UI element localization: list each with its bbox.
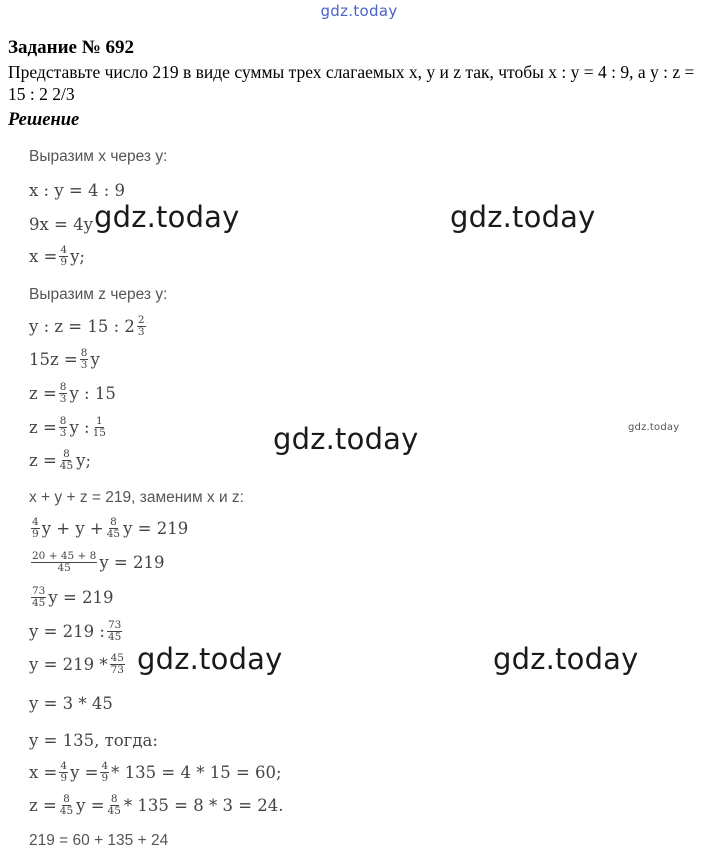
watermark: gdz.today <box>273 422 419 456</box>
fraction: 45 73 <box>110 652 124 676</box>
fraction: $\frac{8}{45}$ <box>106 516 121 540</box>
watermark: gdz.today <box>450 200 596 234</box>
solution-line: y = 3 * 45 <box>29 694 113 713</box>
solution-label: Решение <box>8 110 80 130</box>
watermark: gdz.today <box>94 200 240 234</box>
solution-line: 15z = $\frac{8}{3}$ y <box>29 347 100 371</box>
solution-line: 73 45 y = 219 <box>32 585 114 609</box>
fraction: $\frac{8}{3}$ <box>80 347 88 371</box>
fraction: $\frac{8}{3}$ <box>59 415 67 439</box>
solution-line: y = 219 : 73 45 <box>29 619 122 643</box>
solution-line: y = 219 * 45 73 <box>29 652 124 676</box>
watermark-small: gdz.today <box>628 422 680 433</box>
solution-line: z = $\frac{8}{3}$ y : 15 <box>29 381 116 405</box>
fraction: $\frac{4}{9}$ <box>60 760 68 784</box>
watermark: gdz.today <box>137 642 283 676</box>
fraction: $\frac{8}{45}$ <box>59 448 74 472</box>
solution-line: Выразим x через y: <box>29 148 168 165</box>
solution-line: z = $\frac{8}{45}$ y; <box>29 448 92 472</box>
solution-line: x : y = 4 : 9 <box>29 181 126 200</box>
solution-line: Выразим z через y: <box>29 286 168 303</box>
solution-line: y : z = 15 : 2 2 3 <box>29 314 145 338</box>
task-title: Задание № 692 <box>8 37 135 58</box>
fraction: $\frac{8}{45}$ <box>107 793 121 817</box>
fraction: $\frac{8}{45}$ <box>59 793 74 817</box>
fraction: $\frac{4}{9}$ <box>60 244 68 268</box>
fraction: $\frac{8}{3}$ <box>59 381 67 405</box>
fraction: 73 45 <box>32 585 46 609</box>
solution-line: 219 = 60 + 135 + 24 <box>29 832 169 849</box>
fraction: 4 9 <box>32 516 39 540</box>
solution-line: 20 + 45 + 8 45 y = 219 <box>32 550 165 574</box>
fraction: 2 3 <box>137 314 145 338</box>
solution-line: 9x = 4y <box>29 215 93 234</box>
task-text: Представьте число 219 в виде суммы трех слагаемых x, y и z так, чтобы x : y = 4 : 9, а y : z = 15 : 2 2/3 <box>8 62 695 104</box>
solution-line: x = $\frac{4}{9}$ y = $\frac{4}{9}$ * 135 = 4 * 15 = 60; <box>29 760 282 784</box>
solution-line: x = $\frac{4}{9}$ y; <box>29 244 85 268</box>
solution-line: z = $\frac{8}{3}$ y : 1 15 <box>29 415 106 439</box>
watermark: gdz.today <box>493 642 639 676</box>
solution-line: 4 9 y + y + $\frac{8}{45}$ y = 219 <box>32 516 189 540</box>
fraction: 73 45 <box>107 619 122 643</box>
solution-line: x + y + z = 219, заменим x и z: <box>29 489 244 506</box>
fraction: 20 + 45 + 8 45 <box>32 550 97 574</box>
top-watermark: gdz.today <box>320 2 398 20</box>
fraction: 1 15 <box>92 415 106 439</box>
solution-line: y = 135, тогда: <box>29 731 158 750</box>
fraction: $\frac{4}{9}$ <box>101 760 109 784</box>
solution-line: z = $\frac{8}{45}$ y = $\frac{8}{45}$ * 135 = 8 * 3 = 24. <box>29 793 284 817</box>
